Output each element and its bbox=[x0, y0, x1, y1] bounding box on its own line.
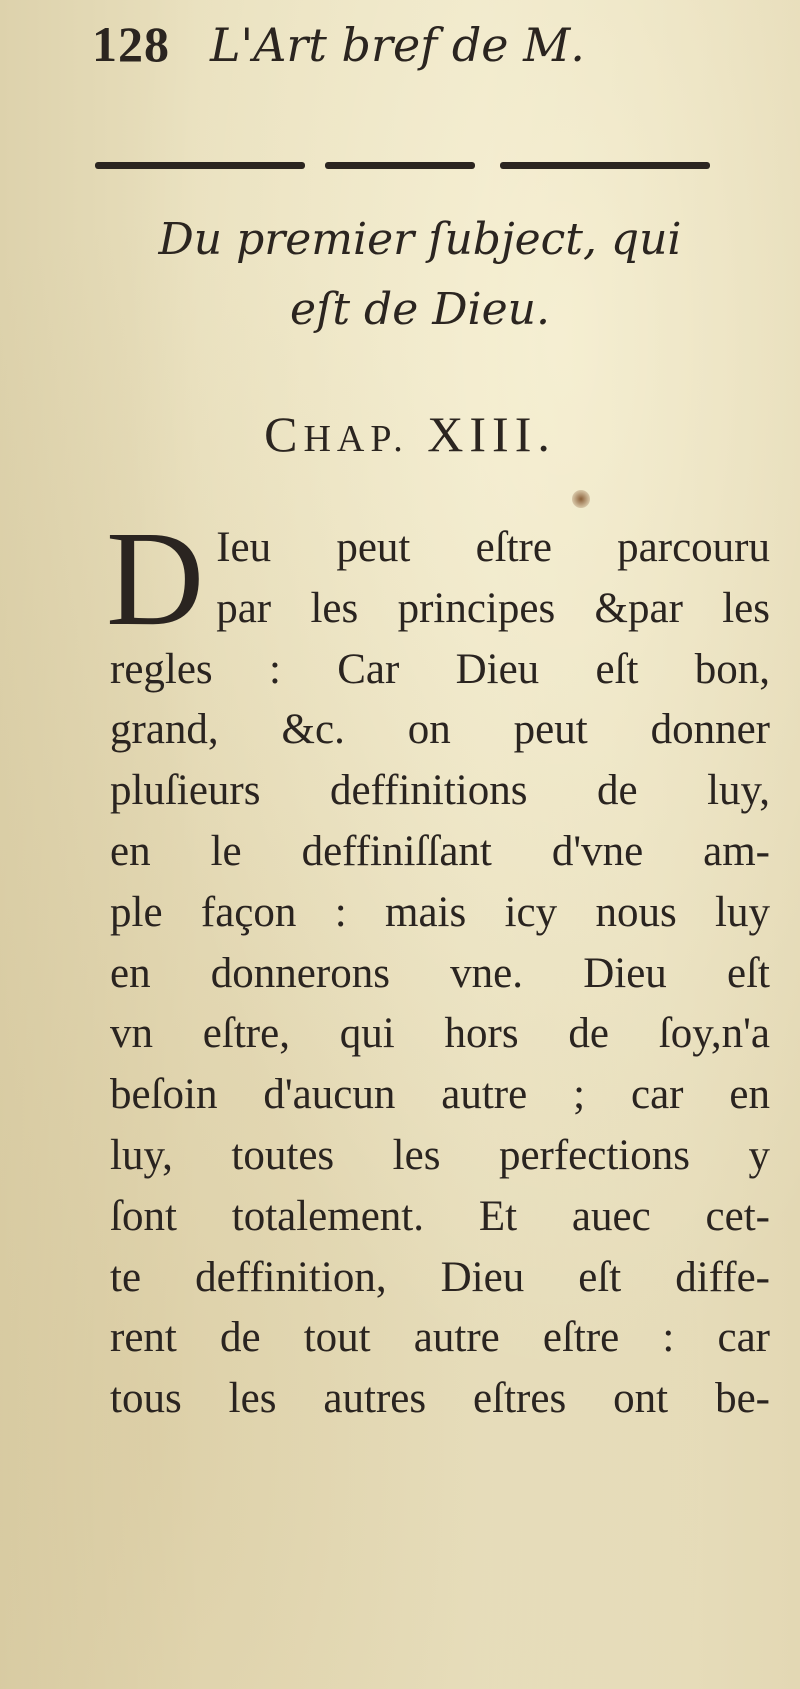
body-text bbox=[106, 504, 770, 1430]
rule-segment bbox=[95, 162, 305, 169]
running-title: L'Art bref de M. bbox=[210, 18, 585, 72]
chapter-roman-numeral: XIII. bbox=[427, 406, 556, 462]
text-line: luy, toutes les perfections y bbox=[110, 1131, 770, 1179]
page-number: 128 bbox=[92, 16, 170, 72]
chapter-label-rest: HAP. bbox=[303, 418, 409, 460]
text-line: en le deffiniſſant d'vne am- bbox=[110, 827, 770, 875]
text-line: vn eſtre, qui hors de ſoy,n'a bbox=[110, 1010, 770, 1058]
text-line: en donnerons vne. Dieu eſt bbox=[110, 949, 770, 997]
text-line: rent de tout autre eſtre : car bbox=[110, 1314, 770, 1362]
text-line: regles : Car Dieu eſt bon, bbox=[110, 645, 770, 693]
rule-segment bbox=[325, 162, 475, 169]
text-line: te deffinition, Dieu eſt diffe- bbox=[110, 1253, 770, 1301]
text-line: tous les autres eſtres ont be- bbox=[110, 1375, 770, 1423]
text-line: pluſieurs deffinitions de luy, bbox=[110, 767, 770, 815]
chapter-heading bbox=[80, 205, 760, 345]
text-line: Ieu peut eſtre parcouru bbox=[216, 524, 770, 571]
ink-stain bbox=[572, 490, 590, 508]
text-line: par les principes &par les bbox=[216, 584, 770, 632]
rule-segment bbox=[500, 162, 710, 169]
text-line: beſoin d'aucun autre ; car en bbox=[110, 1071, 770, 1119]
drop-cap: D bbox=[106, 504, 205, 654]
text-line: ple façon : mais icy nous luy bbox=[110, 888, 770, 936]
chapter-heading-line: eſt de Dieu. bbox=[290, 284, 550, 335]
ornamental-rule bbox=[95, 158, 715, 174]
running-header bbox=[92, 14, 585, 74]
text-line: grand, &c. on peut donner bbox=[110, 706, 770, 754]
chapter-label-initial: C bbox=[264, 406, 304, 462]
chapter-number bbox=[90, 405, 730, 463]
text-line: ſont totalement. Et auec cet- bbox=[110, 1192, 770, 1240]
chapter-heading-line: Du premier ſubject, qui bbox=[158, 214, 682, 265]
